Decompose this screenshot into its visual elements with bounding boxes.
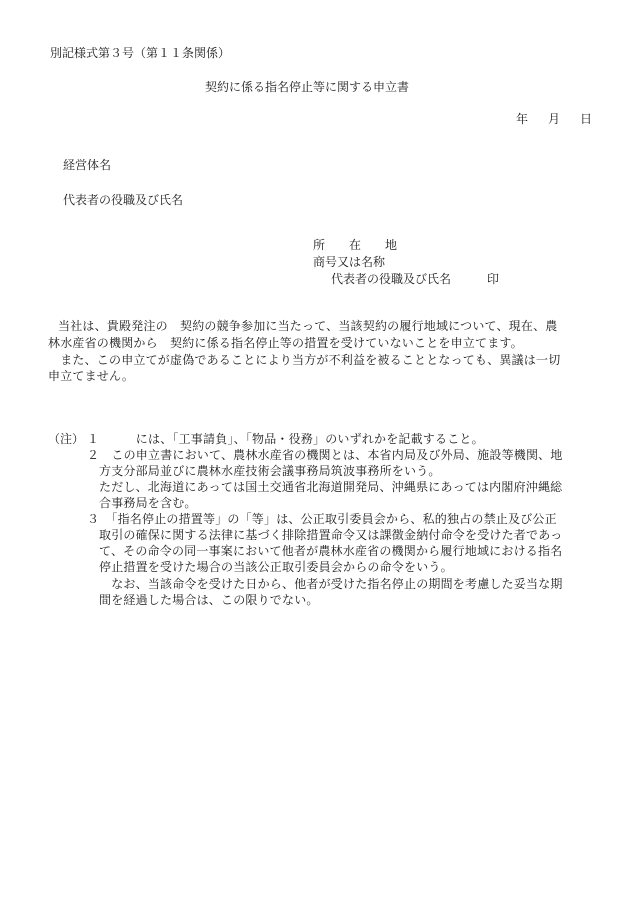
body-line: また、この申立てが虚偽であることにより当方が不利益を被ることとなっても、異議は一切 <box>48 353 561 367</box>
note-line: 合事務局を含む。 <box>99 496 197 510</box>
applicant-rep-label: 代表者の役職及び氏名 <box>331 272 452 286</box>
notes-prefix: （注） <box>48 432 85 446</box>
addressee-org-label: 経営体名 <box>63 158 112 172</box>
body-line: 林水産省の機関から 契約に係る指名停止等の措置を受けていないことを申立てます。 <box>48 336 523 350</box>
form-number: 別記様式第３号（第１１条関係） <box>50 46 231 60</box>
note-line: 間を経過した場合は、この限りでない。 <box>99 593 319 607</box>
note-line: ３ 「指名停止の措置等」の「等」は、公正取引委員会から、私的独占の禁止及び公正 <box>87 512 557 526</box>
body-line: 申立てません。 <box>48 369 135 383</box>
note-line: て、その命令の同一事案において他者が農林水産省の機関から履行地域における指名 <box>99 544 563 558</box>
applicant-name-label: 商号又は名称 <box>313 255 386 269</box>
note-line: 取引の確保に関する法律に基づく排除措置命令又は課徴金納付命令を受けた者であっ <box>99 528 563 542</box>
seal-mark: 印 <box>487 272 500 286</box>
note-line: 方支分部局並びに農林水産技術会議事務局筑波事務所をいう。 <box>99 464 441 478</box>
note-line: なお、当該命令を受けた日から、他者が受けた指名停止の期間を考慮した妥当な期 <box>99 577 563 591</box>
applicant-address-label: 所 在 地 <box>313 238 398 252</box>
note-line: 停止措置を受けた場合の当該公正取引委員会からの命令をいう。 <box>99 560 453 574</box>
addressee-rep-label: 代表者の役職及び氏名 <box>63 193 184 207</box>
document-title: 契約に係る指名停止等に関する申立書 <box>205 80 410 94</box>
note-line: ただし、北海道にあっては国土交通省北海道開発局、沖縄県にあっては内閣府沖縄総 <box>99 480 563 494</box>
note-line: １ には、「工事請負」、「物品・役務」のいずれかを記載すること。 <box>87 432 484 446</box>
date-line: 年 月 日 <box>516 112 597 126</box>
note-line: ２ この申立書において、農林水産省の機関とは、本省内局及び外局、施設等機関、地 <box>87 448 563 462</box>
body-line: 当社は、貴殿発注の 契約の競争参加に当たって、当該契約の履行地域について、現在、農 <box>58 319 558 333</box>
